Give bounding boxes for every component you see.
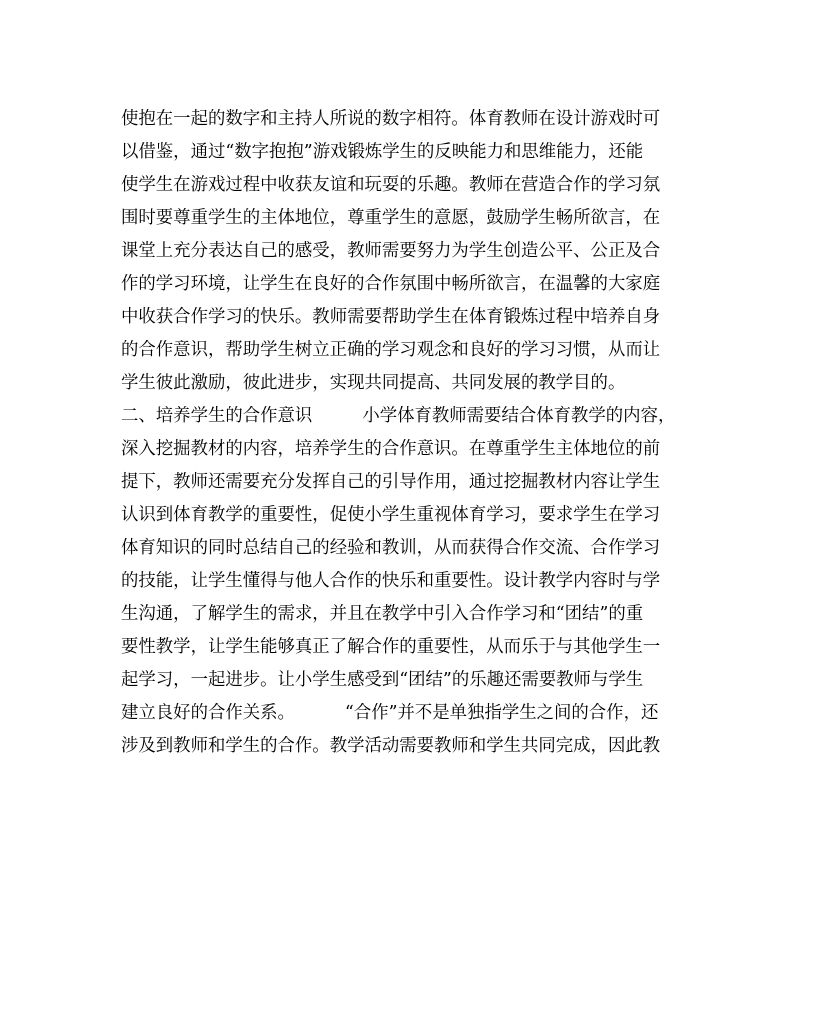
- body-text: [121, 103, 701, 763]
- section-heading-text: 小学体育教师需要结合体育教学的内容，: [362, 406, 676, 426]
- text-line: 围时要尊重学生的主体地位，尊重学生的意愿，鼓励学生畅所欲言，在: [121, 208, 661, 228]
- text-line: 的技能，让学生懂得与他人合作的快乐和重要性。设计教学内容时与学: [121, 571, 661, 591]
- text-line: 使学生在游戏过程中收获友谊和玩耍的乐趣。教师在营造合作的学习氛: [121, 175, 661, 195]
- section-heading: 二、培养学生的合作意识: [121, 406, 313, 426]
- split-text-line: [121, 697, 701, 730]
- text-line: 提下，教师还需要充分发挥自己的引导作用，通过挖掘教材内容让学生: [121, 472, 661, 492]
- text-line: 使抱在一起的数字和主持人所说的数字相符。体育教师在设计游戏时可: [121, 109, 661, 129]
- text-line: 课堂上充分表达自己的感受，教师需要努力为学生创造公平、公正及合: [121, 241, 661, 261]
- split-text-before: 建立良好的合作关系。: [121, 703, 295, 723]
- text-line: 的合作意识，帮助学生树立正确的学习观念和良好的学习习惯，从而让: [121, 340, 661, 360]
- split-spacing: [295, 697, 345, 730]
- heading-spacing: [312, 400, 362, 433]
- text-line: 学生彼此激励，彼此进步，实现共同提高、共同发展的教学目的。: [121, 373, 626, 393]
- text-line: 作的学习环境，让学生在良好的合作氛围中畅所欲言，在温馨的大家庭: [121, 274, 661, 294]
- text-line: 中收获合作学习的快乐。教师需要帮助学生在体育锻炼过程中培养自身: [121, 307, 661, 327]
- split-text-after: “合作”并不是单独指学生之间的合作，还: [344, 703, 659, 723]
- text-line: 起学习，一起进步。让小学生感受到“团结”的乐趣还需要教师与学生: [121, 670, 644, 690]
- text-line: 要性教学，让学生能够真正了解合作的重要性，从而乐于与其他学生一: [121, 637, 661, 657]
- text-line: 生沟通，了解学生的需求，并且在教学中引入合作学习和“团结”的重: [121, 604, 644, 624]
- text-line: 涉及到教师和学生的合作。教学活动需要教师和学生共同完成，因此教: [121, 736, 661, 756]
- section-heading-line: [121, 400, 701, 433]
- text-line: 体育知识的同时总结自己的经验和教训，从而获得合作交流、合作学习: [121, 538, 661, 558]
- text-line: 认识到体育教学的重要性，促使小学生重视体育学习，要求学生在学习: [121, 505, 661, 525]
- text-line: 以借鉴，通过“数字抱抱”游戏锻炼学生的反映能力和思维能力，还能: [121, 142, 644, 162]
- text-line: 深入挖掘教材的内容，培养学生的合作意识。在尊重学生主体地位的前: [121, 439, 661, 459]
